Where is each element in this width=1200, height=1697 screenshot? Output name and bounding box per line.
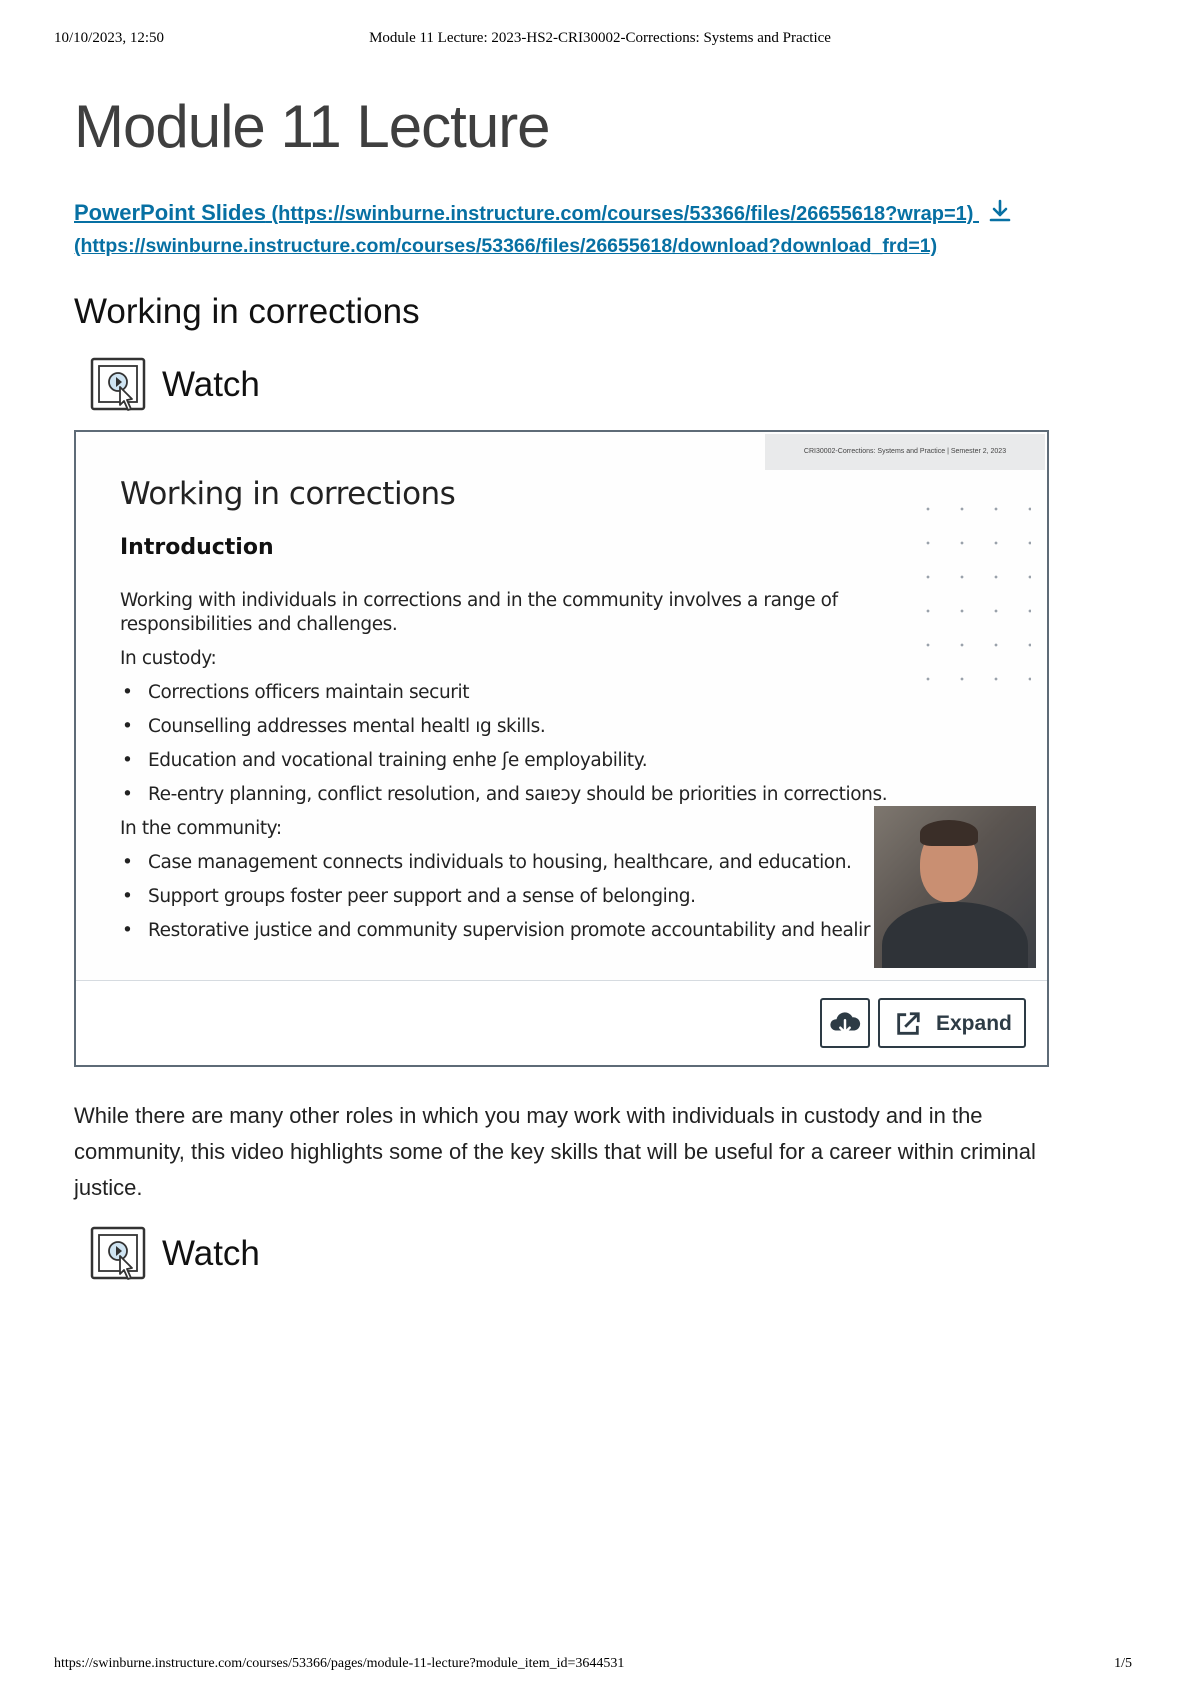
download-icon[interactable] <box>987 198 1013 224</box>
speaker-hair <box>920 820 978 846</box>
watch-label: Watch <box>162 365 260 404</box>
slide-subtitle: Introduction <box>120 535 274 560</box>
slide-title: Working in corrections <box>120 476 456 512</box>
slide-in-custody-label: In custody: <box>120 648 217 669</box>
slide-course-tag: CRI30002-Corrections: Systems and Practice | Semester 2, 2023 <box>765 434 1045 470</box>
video-slide[interactable] <box>76 432 1047 981</box>
expand-label: Expand <box>936 1012 1012 1035</box>
slide-bullet: • Support groups foster peer support and a sense of belonging. <box>120 885 880 909</box>
section-heading: Working in corrections <box>74 292 420 331</box>
video-control-bar <box>76 981 1047 1065</box>
slides-download-link[interactable]: (https://swinburne.instructure.com/courses/53366/files/26655618/download?download_frd=1) <box>74 235 938 257</box>
slide-bullet: • Case management connects individuals to housing, healthcare, and education. <box>120 851 880 875</box>
slide-decoration-dots <box>911 492 1031 682</box>
powerpoint-slides-link[interactable] <box>74 198 1013 226</box>
body-paragraph: While there are many other roles in which you may work with individuals in custody and in the community, this video highlights some of the key skills that will be useful for a career within criminal justice. <box>74 1103 1036 1200</box>
slide-bullet: • Counselling addresses mental healtl ıg skills. <box>120 715 880 739</box>
speaker-body <box>882 902 1028 968</box>
watch-label: Watch <box>162 1234 260 1273</box>
slide-body <box>120 589 888 953</box>
video-play-cursor-icon <box>90 357 148 415</box>
video-play-cursor-icon <box>90 1226 148 1284</box>
slide-intro: Working with individuals in corrections and in the community involves a range of responsibilities and challenges. <box>120 590 838 635</box>
cloud-download-button[interactable] <box>820 998 870 1048</box>
slides-view-url: (https://swinburne.instructure.com/courses/53366/files/26655618?wrap=1) <box>271 203 974 225</box>
slide-bullet: • Re-entry planning, conflict resolution, and saıɐɔy should be priorities in corrections. <box>120 783 880 807</box>
expand-button[interactable] <box>878 998 1026 1048</box>
slide-bullet: • Education and vocational training enhɐ ʃe employability. <box>120 749 880 773</box>
print-timestamp: 10/10/2023, 12:50 <box>54 30 165 46</box>
slide-bullet: • Corrections officers maintain securit <box>120 681 880 705</box>
speaker-webcam <box>874 806 1036 968</box>
slide-bullet: • Restorative justice and community supervision promote accountability and healir <box>120 919 880 943</box>
print-footer <box>54 1656 1146 1676</box>
print-footer-url: https://swinburne.instructure.com/courses/53366/pages/module-11-lecture?module_item_id=3644531 <box>54 1656 625 1671</box>
print-page-indicator: 1/5 <box>1114 1656 1132 1671</box>
video-player[interactable] <box>74 430 1049 1067</box>
cloud-download-icon <box>829 1007 861 1039</box>
page-title: Module 11 Lecture <box>74 93 550 160</box>
external-link-icon <box>894 1010 922 1038</box>
slide-community-label: In the community: <box>120 818 282 839</box>
print-document-title: Module 11 Lecture: 2023-HS2-CRI30002-Corrections: Systems and Practice <box>369 30 831 46</box>
slides-link-label: PowerPoint Slides <box>74 200 266 225</box>
print-header <box>54 30 1146 50</box>
